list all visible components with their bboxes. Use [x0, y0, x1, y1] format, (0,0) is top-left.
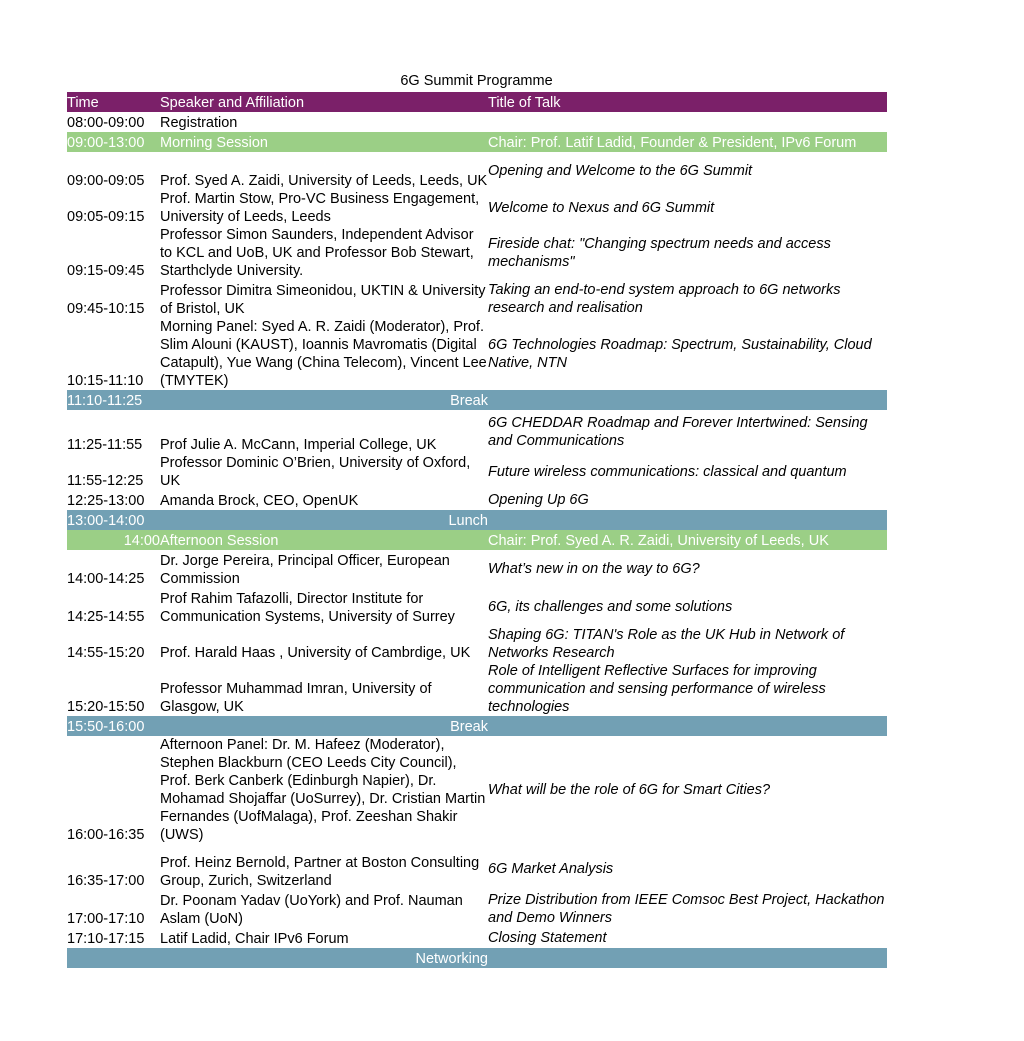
table-row	[67, 736, 887, 848]
talk-cell: What’s new in on the way to 6G?	[488, 561, 700, 577]
time-cell: 13:00-14:00	[67, 513, 145, 529]
talk-cell	[488, 948, 887, 968]
table-row	[67, 550, 887, 588]
talk-cell: Opening Up 6G	[488, 492, 589, 508]
time-cell: 09:45-10:15	[67, 301, 145, 317]
talk-cell: 6G Technologies Roadmap: Spectrum, Sustainability, Cloud Native, NTN	[488, 337, 872, 371]
time-cell: 14:00	[123, 533, 160, 549]
time-cell: 17:00-17:10	[67, 911, 145, 927]
speaker-cell: Amanda Brock, CEO, OpenUK	[160, 493, 359, 509]
talk-cell	[488, 112, 887, 132]
talk-cell: Future wireless communications: classical and quantum	[488, 464, 847, 480]
speaker-cell: Professor Muhammad Imran, University of Glasgow, UK	[160, 681, 432, 715]
time-cell: 17:10-17:15	[67, 931, 145, 947]
break-row	[67, 510, 887, 530]
break-row	[67, 390, 887, 410]
talk-cell: 6G Market Analysis	[488, 861, 614, 877]
table-row	[67, 190, 887, 226]
time-cell: 11:25-11:55	[67, 437, 143, 453]
speaker-cell: Professor Dimitra Simeonidou, UKTIN & University of Bristol, UK	[160, 283, 486, 317]
time-cell: 14:25-14:55	[67, 609, 145, 625]
talk-cell	[488, 510, 887, 530]
speaker-cell: Prof. Heinz Bernold, Partner at Boston Consulting Group, Zurich, Switzerland	[160, 855, 480, 889]
talk-cell: Closing Statement	[488, 930, 607, 946]
time-cell: 14:00-14:25	[67, 571, 145, 587]
talk-cell: Welcome to Nexus and 6G Summit	[488, 200, 715, 216]
session-row	[67, 132, 887, 152]
speaker-cell: Break	[450, 719, 488, 735]
table-row	[67, 588, 887, 626]
table-row	[67, 890, 887, 928]
time-cell: 09:00-13:00	[67, 135, 145, 151]
time-cell: 16:00-16:35	[67, 827, 145, 843]
time-cell: 14:55-15:20	[67, 645, 145, 661]
table-row	[67, 410, 887, 454]
speaker-cell: Dr. Jorge Pereira, Principal Officer, European Commission	[160, 553, 450, 587]
talk-cell: 6G, its challenges and some solutions	[488, 599, 733, 615]
time-cell: 09:00-09:05	[67, 173, 145, 189]
speaker-cell: Morning Panel: Syed A. R. Zaidi (Moderator), Prof. Slim Alouni (KAUST), Ioannis Mavromatis (Digital Catapult), Yue Wang (China Telecom), Vincent Lee (TMYTEK)	[160, 319, 487, 389]
speaker-cell: Lunch	[448, 513, 488, 529]
table-row	[67, 928, 887, 948]
time-cell: 09:15-09:45	[67, 263, 145, 279]
table-row	[67, 490, 887, 510]
break-row	[67, 716, 887, 736]
speaker-cell: Prof. Martin Stow, Pro-VC Business Engagement, University of Leeds, Leeds	[160, 191, 480, 225]
talk-cell: 6G CHEDDAR Roadmap and Forever Intertwined: Sensing and Communications	[488, 415, 868, 449]
speaker-cell: Dr. Poonam Yadav (UoYork) and Prof. Nauman Aslam (UoN)	[160, 893, 463, 927]
speaker-cell: Afternoon Panel: Dr. M. Hafeez (Moderator), Stephen Blackburn (CEO Leeds City Council), Prof. Berk Canberk (Edinburgh Napier), Dr. Mohamad Shojaffar (UoSurrey), Dr. Cristian Martin Fernandes (UofMalaga), Prof. Zeeshan Shakir (UWS)	[160, 737, 486, 843]
speaker-cell: Professor Dominic O’Brien, University of Oxford, UK	[160, 455, 471, 489]
speaker-cell: Break	[450, 393, 488, 409]
speaker-cell: Afternoon Session	[160, 533, 279, 549]
table-row	[67, 662, 887, 716]
session-row	[67, 530, 887, 550]
talk-cell: Prize Distribution from IEEE Comsoc Best Project, Hackathon and Demo Winners	[488, 892, 885, 926]
time-cell: 11:10-11:25	[67, 393, 143, 409]
programme-table	[67, 92, 887, 968]
speaker-cell: Prof Rahim Tafazolli, Director Institute for Communication Systems, University of Surrey	[160, 591, 455, 625]
header-time: Time	[67, 95, 99, 111]
page-title: 6G Summit Programme	[400, 73, 553, 89]
table-row	[67, 112, 887, 132]
talk-cell: Chair: Prof. Syed A. R. Zaidi, University of Leeds, UK	[488, 533, 829, 549]
time-cell: 11:55-12:25	[67, 473, 144, 489]
time-cell: 08:00-09:00	[67, 115, 145, 131]
header-talk: Title of Talk	[488, 95, 561, 111]
talk-cell	[488, 716, 887, 736]
break-row	[67, 948, 887, 968]
talk-cell: Fireside chat: "Changing spectrum needs and access mechanisms"	[488, 236, 831, 270]
table-row	[67, 152, 887, 190]
talk-cell: Role of Intelligent Reflective Surfaces for improving communication and sensing performance of wireless technologies	[488, 663, 826, 715]
table-header	[67, 92, 887, 112]
time-cell: 16:35-17:00	[67, 873, 145, 889]
talk-cell: Shaping 6G: TITAN's Role as the UK Hub in Network of Networks Research	[488, 627, 845, 661]
speaker-cell: Prof Julie A. McCann, Imperial College, UK	[160, 437, 437, 453]
time-cell: 12:25-13:00	[67, 493, 145, 509]
time-cell	[67, 948, 160, 968]
speaker-cell: Latif Ladid, Chair IPv6 Forum	[160, 931, 349, 947]
table-row	[67, 280, 887, 318]
table-row	[67, 626, 887, 662]
table-row	[67, 454, 887, 490]
time-cell: 15:20-15:50	[67, 699, 145, 715]
table-row	[67, 226, 887, 280]
speaker-cell: Morning Session	[160, 135, 268, 151]
talk-cell	[488, 390, 887, 410]
speaker-cell: Prof. Syed A. Zaidi, University of Leeds, Leeds, UK	[160, 173, 488, 189]
talk-cell: Opening and Welcome to the 6G Summit	[488, 163, 753, 179]
table-row	[67, 318, 887, 390]
time-cell: 09:05-09:15	[67, 209, 145, 225]
talk-cell: What will be the role of 6G for Smart Cities?	[488, 782, 771, 798]
talk-cell: Taking an end-to-end system approach to 6G networks research and realisation	[488, 282, 841, 316]
table-row	[67, 848, 887, 890]
time-cell: 10:15-11:10	[67, 373, 144, 389]
speaker-cell: Registration	[160, 115, 238, 131]
time-cell: 15:50-16:00	[67, 719, 145, 735]
header-speaker: Speaker and Affiliation	[160, 95, 305, 111]
speaker-cell: Networking	[415, 951, 488, 967]
speaker-cell: Prof. Harald Haas , University of Cambrdige, UK	[160, 645, 471, 661]
speaker-cell: Professor Simon Saunders, Independent Advisor to KCL and UoB, UK and Professor Bob Stewart, Starthclyde University.	[160, 227, 474, 279]
talk-cell: Chair: Prof. Latif Ladid, Founder & President, IPv6 Forum	[488, 135, 857, 151]
